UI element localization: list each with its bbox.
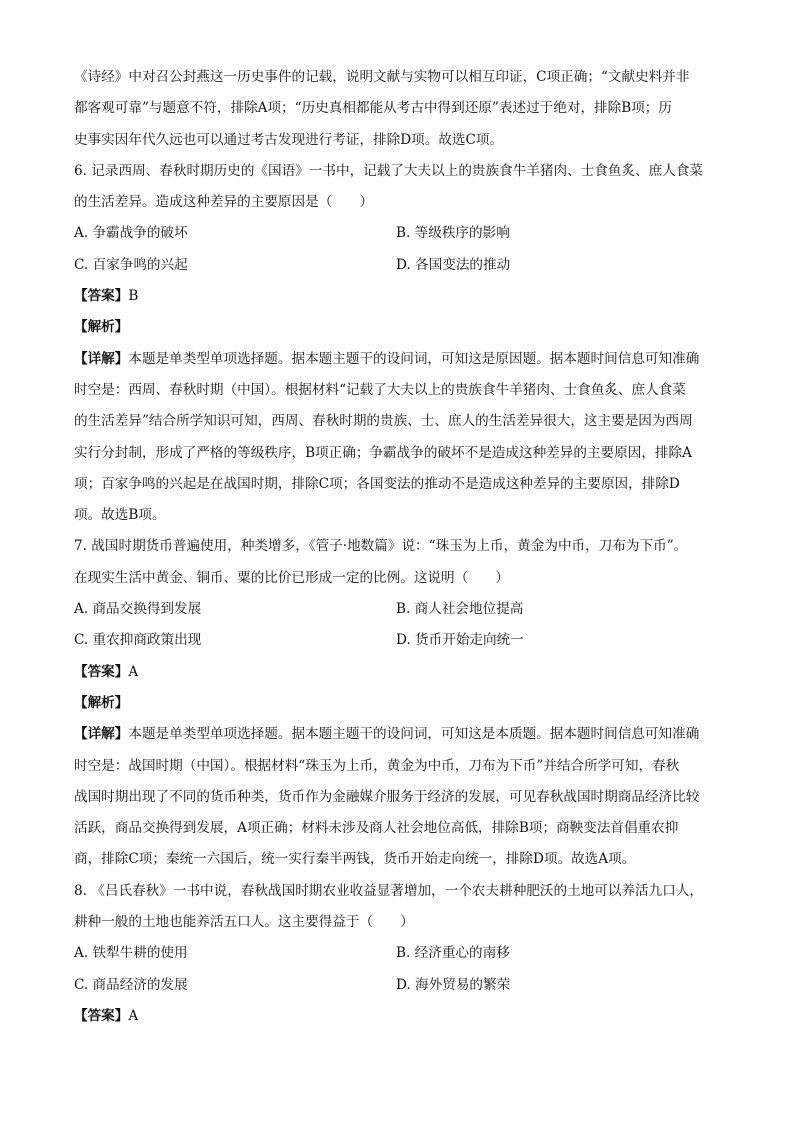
answer-value: A: [128, 1007, 139, 1024]
detail-block: [74, 344, 734, 532]
question-stem-line: 8. 《吕氏春秋》一书中说，春秋战国时期农业收益显著增加，一个农夫耕种肥沃的土地可以养活九口人，: [74, 882, 704, 899]
text-line: 《诗经》中对召公封燕这一历史事件的记载，说明文献与实物可以相互印证，C项正确；“文献史料并非: [74, 69, 690, 85]
answer-line: [74, 657, 734, 688]
detail-line: 项。故选B项。: [74, 507, 166, 524]
detail-line: 时空是：战国时期（中国）。根据材料“珠玉为上币，黄金为中币，刀布为下币”并结合所学可知，春秋: [74, 757, 680, 774]
detail-label: 【详解】: [74, 350, 129, 367]
answer-value: A: [128, 663, 139, 680]
question-6: [74, 156, 734, 532]
analysis-label: 【解析】: [74, 319, 129, 336]
question-stem-line: 耕种一般的土地也能养活五口人。这主要得益于（ ）: [74, 914, 414, 931]
option-a: A. 铁犁牛耕的使用: [74, 945, 188, 962]
option-c: C. 商品经济的发展: [74, 976, 188, 993]
option-a: A. 商品交换得到发展: [74, 601, 202, 618]
text-line: 都客观可靠”与题意不符，排除A项；“历史真相都能从考古中得到还原”表述过于绝对，排除B项；历: [74, 100, 672, 117]
detail-line: 活跃，商品交换得到发展，A项正确；材料未涉及商人社会地位高低，排除B项；商鞅变法首倡重农抑: [74, 820, 679, 837]
detail-line: 项；百家争鸣的兴起是在战国时期，排除C项；各国变法的推动不是造成这种差异的主要原因，排除D: [74, 475, 680, 492]
detail-text: 本题是单类型单项选择题。据本题主题干的设问词，可知这是原因题。据本题时间信息可知准确: [128, 350, 700, 367]
option-a: A. 争霸战争的破坏: [74, 225, 188, 242]
analysis-line: [74, 312, 734, 343]
analysis-label: 【解析】: [74, 694, 129, 711]
option-d: D. 货币开始走向统一: [396, 632, 524, 649]
question-8: [74, 876, 734, 1032]
option-b: B. 商人社会地位提高: [396, 601, 524, 618]
option-c: C. 重农抑商政策出现: [74, 632, 202, 649]
detail-label: 【详解】: [74, 726, 129, 743]
previous-analysis-continuation: [74, 62, 734, 156]
option-c: C. 百家争鸣的兴起: [74, 256, 188, 273]
detail-line: 实行分封制，形成了严格的等级秩序，B项正确；争霸战争的破坏不是造成这种差异的主要原因，排除A: [74, 444, 692, 461]
detail-line: 战国时期出现了不同的货币种类，货币作为金融媒介服务于经济的发展，可见春秋战国时期商品经济比较: [74, 788, 700, 805]
answer-line: [74, 281, 734, 312]
document-page: [74, 62, 734, 1032]
detail-line: [74, 719, 734, 750]
answer-label: 【答案】: [74, 1007, 129, 1024]
answer-line: [74, 1001, 734, 1032]
option-b: B. 等级秩序的影响: [396, 225, 510, 242]
option-d: D. 各国变法的推动: [396, 256, 511, 273]
options-grid: [74, 938, 734, 1001]
options-grid: [74, 218, 734, 281]
question-stem-line: 7. 战国时期货币普遍使用，种类增多，《管子·地数篇》说：“珠玉为上币，黄金为中币，刀布为下币”。: [74, 538, 688, 555]
question-7: [74, 531, 734, 875]
detail-text: 本题是单类型单项选择题。据本题主题干的设问词，可知这是本质题。据本题时间信息可知准确: [128, 726, 700, 743]
option-b: B. 经济重心的南移: [396, 945, 510, 962]
answer-label: 【答案】: [74, 663, 129, 680]
detail-line: [74, 344, 734, 375]
answer-label: 【答案】: [74, 288, 129, 305]
detail-line: 的生活差异”结合所学知识可知，西周、春秋时期的贵族、士、庶人的生活差异很大，这主要是因为西周: [74, 413, 693, 430]
detail-line: 商，排除C项；秦统一六国后，统一实行秦半两钱，货币开始走向统一，排除D项。故选A项。: [74, 851, 636, 868]
options-grid: [74, 594, 734, 657]
text-line: 史事实因年代久远也可以通过考古发现进行考证，排除D项。故选C项。: [74, 131, 504, 148]
analysis-line: [74, 688, 734, 719]
question-stem-line: 在现实生活中黄金、铜币、粟的比价已形成一定的比例。这说明（ ）: [74, 569, 509, 586]
detail-line: 时空是：西周、春秋时期（中国）。根据材料“记载了大夫以上的贵族食牛羊猪肉、士食鱼炙、庶人食菜: [74, 381, 686, 398]
question-stem-line: 的生活差异。造成这种差异的主要原因是（ ）: [74, 194, 374, 211]
answer-value: B: [128, 288, 139, 305]
option-d: D. 海外贸易的繁荣: [396, 976, 511, 993]
question-stem-line: 6. 记录西周、春秋时期历史的《国语》一书中，记载了大夫以上的贵族食牛羊猪肉、士食鱼炙、庶人食菜: [74, 162, 704, 179]
detail-block: [74, 719, 734, 875]
